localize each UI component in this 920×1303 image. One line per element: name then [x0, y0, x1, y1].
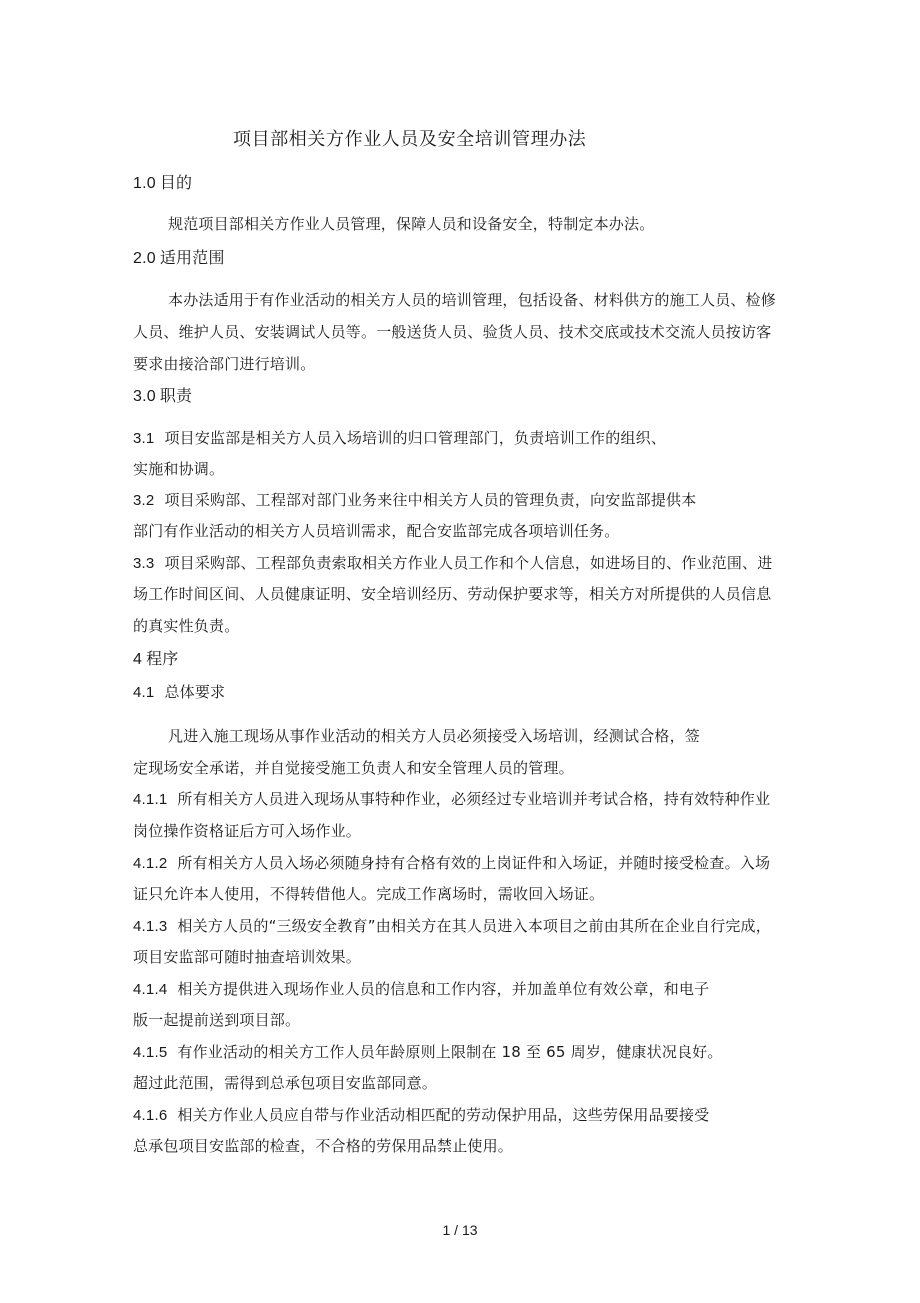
clause-line: 总承包项目安监部的检查，不合格的劳保用品禁止使用。	[133, 1137, 514, 1155]
section-title: 职责	[159, 386, 193, 405]
subsection-heading-general	[133, 682, 225, 703]
section-number: 2.0	[133, 250, 156, 267]
clause-line: 项目安监部可随时抽查培训效果。	[133, 948, 362, 966]
clause-text: 相关方提供进入现场作业人员的信息和工作内容，并加盖单位有效公章，和电子	[177, 980, 710, 998]
clause-text: 项目采购部、工程部负责索取相关方作业人员工作和个人信息，如进场目的、作业范围、进	[164, 554, 773, 572]
section-heading-procedure	[133, 649, 179, 670]
clause-4-1-1	[133, 789, 770, 810]
clause-number: 4.1	[133, 684, 155, 701]
clause-number: 4.1.1	[133, 791, 168, 808]
clause-line: 岗位操作资格证后方可入场作业。	[133, 822, 362, 840]
section-number: 3.0	[133, 388, 156, 405]
clause-number: 4.1.3	[133, 918, 168, 935]
clause-text: 所有相关方人员入场必须随身持有合格有效的上岗证件和入场证，并随时接受检查。入场	[177, 854, 771, 872]
clause-4-1-6	[133, 1105, 709, 1126]
clause-number: 4.1.6	[133, 1107, 168, 1124]
clause-3-2	[133, 490, 696, 511]
clause-line: 超过此范围，需得到总承包项目安监部同意。	[133, 1074, 438, 1092]
clause-line: 版一起提前送到项目部。	[133, 1011, 301, 1029]
clause-number: 4.1.5	[133, 1044, 168, 1061]
clause-3-3	[133, 553, 772, 574]
clause-text: 项目安监部是相关方人员入场培训的归口管理部门，负责培训工作的组织、	[164, 429, 667, 447]
clause-number: 3.3	[133, 555, 155, 572]
clause-title: 总体要求	[164, 683, 226, 701]
section-number: 4	[133, 651, 143, 668]
clause-number: 3.2	[133, 492, 155, 509]
clause-4-1-4	[133, 979, 709, 1000]
clause-text: 相关方人员的“三级安全教育”由相关方在其人员进入本项目之前由其所在企业自行完成，	[177, 917, 771, 935]
clause-4-1-2	[133, 853, 770, 874]
clause-number: 4.1.2	[133, 855, 168, 872]
clause-line: 实施和协调。	[133, 460, 225, 478]
clause-number: 3.1	[133, 430, 155, 447]
section-title: 适用范围	[159, 248, 225, 267]
document-title: 项目部相关方作业人员及安全培训管理办法	[233, 129, 587, 150]
clause-text: 项目采购部、工程部对部门业务来往中相关方人员的管理负责，向安监部提供本	[164, 491, 697, 509]
section-title: 目的	[159, 173, 193, 192]
clause-line: 证只允许本人使用，不得转借他人。完成工作离场时，需收回入场证。	[133, 885, 605, 903]
clause-number: 4.1.4	[133, 981, 168, 998]
clause-line: 部门有作业活动的相关方人员培训需求，配合安监部完成各项培训任务。	[133, 522, 620, 540]
section-number: 1.0	[133, 175, 156, 192]
paragraph-line: 本办法适用于有作业活动的相关方人员的培训管理，包括设备、材料供方的施工人员、检修	[168, 291, 777, 309]
clause-4-1-5	[133, 1042, 723, 1063]
section-heading-responsibilities	[133, 386, 192, 407]
clause-4-1-3	[133, 916, 771, 937]
paragraph-line: 要求由接洽部门进行培训。	[133, 355, 316, 373]
clause-text: 所有相关方人员进入现场从事特种作业，必须经过专业培训并考试合格，持有效特种作业	[177, 790, 771, 808]
page-indicator: 1 / 13	[442, 1222, 478, 1238]
clause-text: 相关方作业人员应自带与作业活动相匹配的劳动保护用品，这些劳保用品要接受	[177, 1106, 710, 1124]
paragraph-line: 凡进入施工现场从事作业活动的相关方人员必须接受入场培训，经测试合格，签	[168, 727, 701, 745]
section-heading-scope	[133, 248, 225, 269]
clause-text: 有作业活动的相关方工作人员年龄原则上限制在 18 至 65 周岁，健康状况良好。	[177, 1043, 723, 1061]
clause-line: 场工作时间区间、人员健康证明、安全培训经历、劳动保护要求等，相关方对所提供的人员信息	[133, 585, 772, 603]
paragraph: 规范项目部相关方作业人员管理，保障人员和设备安全，特制定本办法。	[168, 215, 655, 233]
clause-3-1	[133, 428, 666, 449]
paragraph-line: 人员、维护人员、安装调试人员等。一般送货人员、验货人员、技术交底或技术交流人员按访客	[133, 323, 772, 341]
clause-line: 的真实性负责。	[133, 617, 240, 635]
paragraph-line: 定现场安全承诺，并自觉接受施工负责人和安全管理人员的管理。	[133, 759, 574, 777]
section-title: 程序	[146, 649, 179, 668]
section-heading-purpose	[133, 173, 192, 194]
